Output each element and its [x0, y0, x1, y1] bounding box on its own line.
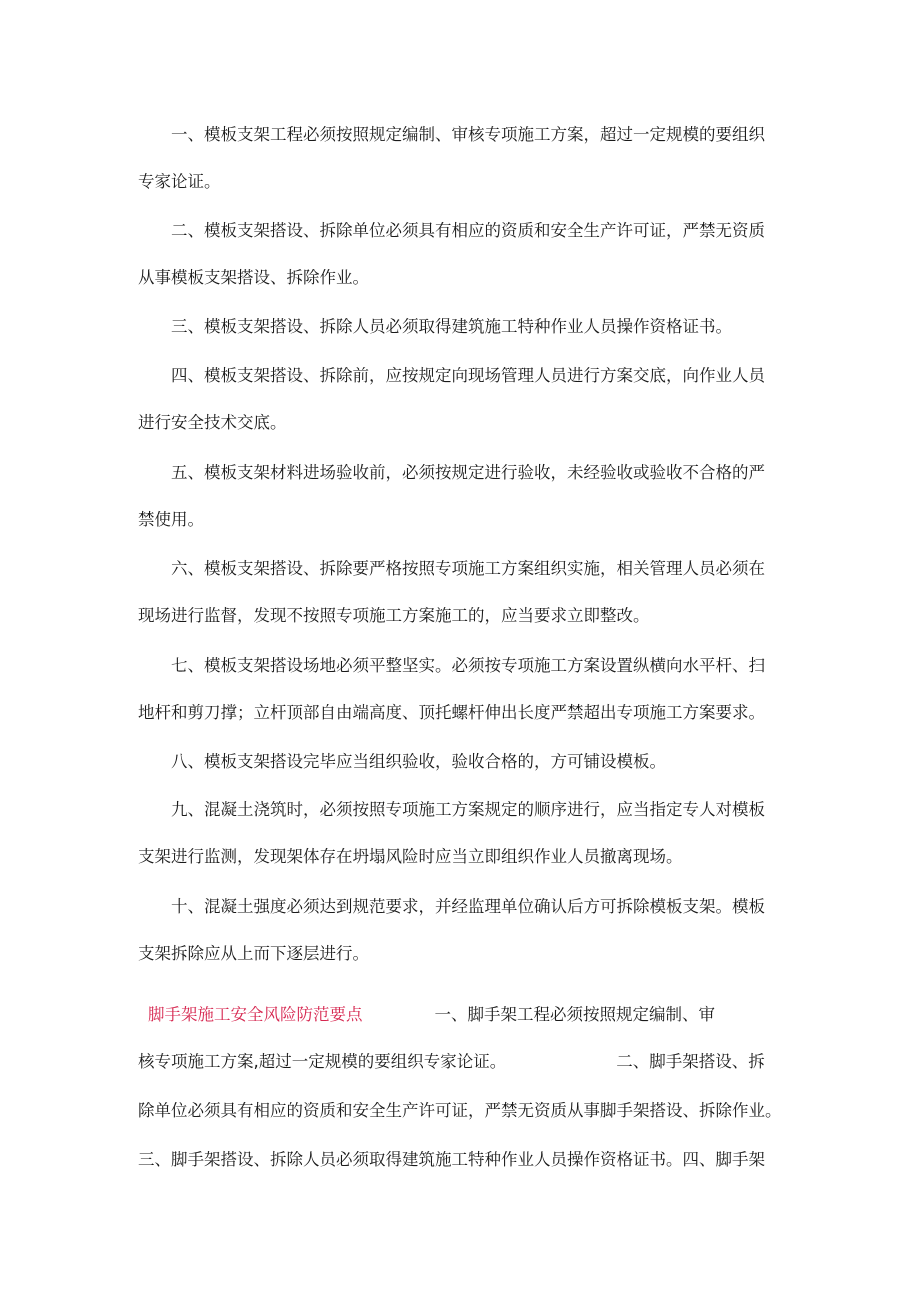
section-text: 二、脚手架搭设、拆 — [616, 1052, 765, 1071]
paragraph-line: 七、模板支架搭设场地必须平整坚实。必须按专项施工方案设置纵横向水平杆、扫 — [171, 656, 765, 675]
paragraph-8 — [138, 738, 788, 785]
paragraph-1 — [138, 111, 788, 205]
paragraph-line: 一、模板支架工程必须按照规定编制、审核专项施工方案，超过一定规模的要组织 — [171, 125, 765, 144]
paragraph-line: 支架进行监测，发现架体存在坍塌风险时应当立即组织作业人员撤离现场。 — [138, 847, 683, 866]
paragraph-line: 地杆和剪刀撑；立杆顶部自由端高度、顶托螺杆伸出长度严禁超出专项施工方案要求。 — [138, 703, 765, 722]
paragraph-line: 禁使用。 — [138, 510, 204, 529]
section-line-2 — [138, 1038, 765, 1085]
paragraph-line: 进行安全技术交底。 — [138, 413, 287, 432]
section-text: 三、脚手架搭设、拆除人员必须取得建筑施工特种作业人员操作资格证书。四、脚手架 — [138, 1150, 765, 1169]
paragraph-line: 三、模板支架搭设、拆除人员必须取得建筑施工特种作业人员操作资格证书。 — [171, 317, 732, 336]
paragraph-line: 从事模板支架搭设、拆除作业。 — [138, 268, 369, 287]
paragraph-2 — [138, 207, 788, 301]
paragraph-line: 九、混凝土浇筑时，必须按照专项施工方案规定的顺序进行，应当指定专人对模板 — [171, 800, 765, 819]
paragraph-line: 十、混凝土强度必须达到规范要求，并经监理单位确认后方可拆除模板支架。模板 — [171, 897, 765, 916]
paragraph-line: 六、模板支架搭设、拆除要严格按照专项施工方案组织实施，相关管理人员必须在 — [171, 559, 765, 578]
section-text: 除单位必须具有相应的资质和安全生产许可证，严禁无资质从事脚手架搭设、拆除作业。 — [138, 1101, 782, 1120]
paragraph-line: 五、模板支架材料进场验收前，必须按规定进行验收，未经验收或验收不合格的严 — [171, 463, 765, 482]
paragraph-6 — [138, 545, 788, 639]
section-text: 核专项施工方案,超过一定规模的要组织专家论证。 — [138, 1052, 507, 1071]
paragraph-line: 八、模板支架搭设完毕应当组织验收，验收合格的，方可铺设模板。 — [171, 752, 666, 771]
paragraph-line: 四、模板支架搭设、拆除前，应按规定向现场管理人员进行方案交底，向作业人员 — [171, 366, 765, 385]
section-line-1 — [138, 991, 715, 1038]
paragraph-5 — [138, 449, 788, 543]
paragraph-4 — [138, 352, 788, 446]
section-text: 一、脚手架工程必须按照规定编制、审 — [434, 1005, 715, 1024]
paragraph-line: 二、模板支架搭设、拆除单位必须具有相应的资质和安全生产许可证，严禁无资质 — [171, 221, 765, 240]
paragraph-line: 支架拆除应从上而下逐层进行。 — [138, 944, 369, 963]
paragraph-10 — [138, 883, 788, 977]
section-heading: 脚手架施工安全风险防范要点 — [148, 1005, 363, 1024]
paragraph-line: 现场进行监督，发现不按照专项施工方案施工的，应当要求立即整改。 — [138, 606, 650, 625]
paragraph-9 — [138, 786, 788, 880]
paragraph-7 — [138, 642, 788, 736]
paragraph-line: 专家论证。 — [138, 172, 221, 191]
paragraph-3 — [138, 303, 788, 350]
section-line-3 — [138, 1087, 782, 1134]
section-line-4 — [138, 1136, 765, 1183]
